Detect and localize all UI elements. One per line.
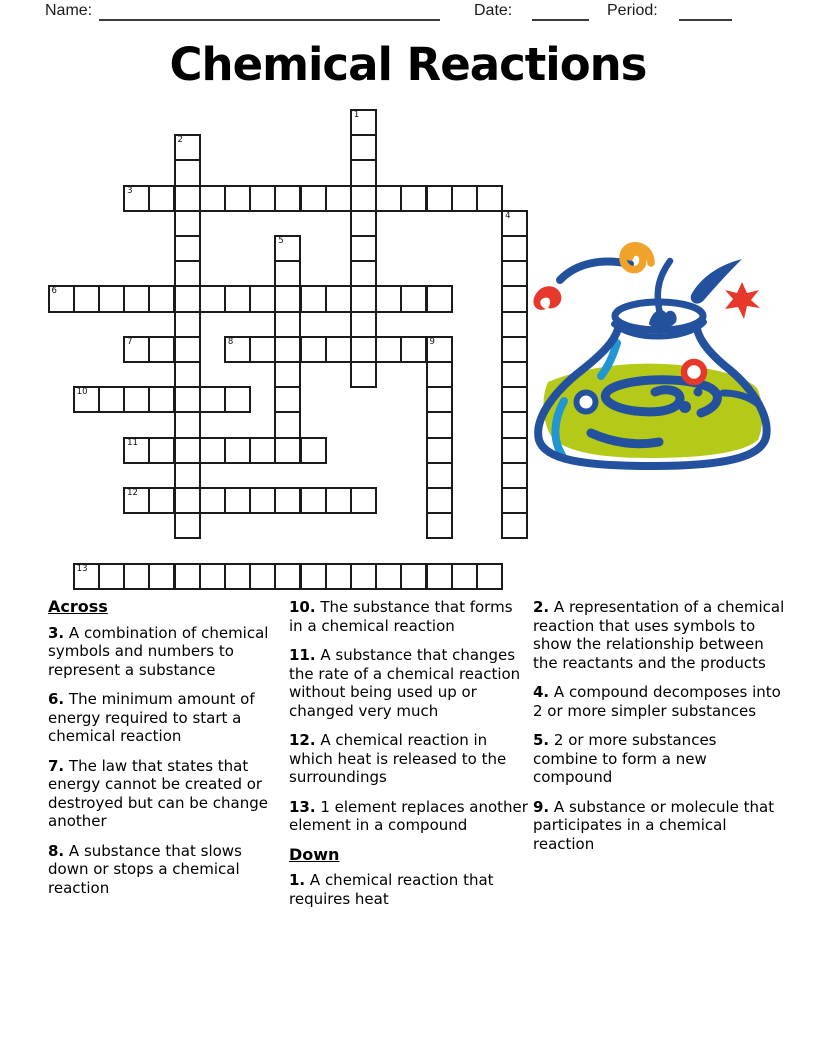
crossword-cell[interactable] [350,487,377,514]
crossword-cell[interactable] [123,386,150,413]
crossword-cell[interactable] [174,185,201,212]
liquid-dot [679,401,691,413]
clue-across-13: 13. 1 element replaces another element in a compound [289,797,528,834]
crossword-cell[interactable] [249,336,276,363]
crossword-cell[interactable] [98,386,125,413]
crossword-cell[interactable] [426,361,453,388]
crossword-cell[interactable] [501,512,528,539]
clue-down-2: 2. A representation of a chemical reaction that uses symbols to show the relationship between the reactants and the products [533,598,785,672]
crossword-cell[interactable] [375,285,402,312]
clue-down-5: 5. 2 or more substances combine to form a new compound [533,731,717,786]
clue-down-4: 4. A compound decomposes into 2 or more simpler substances [533,683,781,720]
crossword-cell[interactable] [174,159,201,186]
crossword-cell[interactable] [350,285,377,312]
clue-number: 6. [48,690,65,708]
crossword-cell[interactable] [174,487,201,514]
liquid-dot [694,388,703,397]
crossword-cell[interactable] [426,411,453,438]
crossword-cell[interactable] [426,437,453,464]
crossword-cell[interactable] [350,260,377,287]
crossword-cell[interactable] [350,563,377,590]
crossword-cell[interactable] [476,563,503,590]
red-squiggle [533,286,561,310]
crossword-cell[interactable] [375,563,402,590]
clue-number: 8. [48,841,65,860]
date-label: Date: [474,2,513,19]
crossword-cell[interactable] [174,336,201,363]
crossword-cell[interactable] [174,512,201,539]
crossword-cell[interactable] [300,185,327,212]
crossword-cell[interactable] [199,487,226,514]
crossword-cell[interactable] [400,285,427,312]
cell-number: 13 [76,563,88,574]
crossword-cell[interactable] [501,487,528,514]
clue-column-2 [289,598,529,919]
crossword-cell[interactable] [224,487,251,514]
crossword-cell[interactable] [350,235,377,262]
name-blank-line[interactable] [99,4,440,21]
clue-down-9: 9. A substance or molecule that participates in a chemical reaction [533,797,775,853]
crossword-cell[interactable] [375,336,402,363]
crossword-cell[interactable] [325,487,352,514]
crossword-cell[interactable] [325,185,352,212]
clue-across-6: 6. The minimum amount of energy required to start a chemical reaction [48,690,255,745]
red-star [725,282,760,319]
crossword-cell[interactable] [199,185,226,212]
crossword-cell[interactable] [48,285,75,312]
crossword-cell[interactable] [199,437,226,464]
crossword-cell[interactable] [224,386,251,413]
crossword-cell[interactable] [148,437,175,464]
bubble-red-ring [684,362,704,382]
crossword-cell[interactable] [274,487,301,514]
crossword-cell[interactable] [426,462,453,489]
crossword-cell[interactable] [375,185,402,212]
crossword-cell[interactable] [400,185,427,212]
across-clues-header: Across [48,597,108,616]
crossword-cell[interactable] [274,336,301,363]
crossword-cell[interactable] [249,285,276,312]
crossword-cell[interactable] [350,159,377,186]
spark-left [560,262,630,280]
crossword-cell[interactable] [274,437,301,464]
crossword-cell[interactable] [300,336,327,363]
crossword-cell[interactable] [300,437,327,464]
crossword-cell[interactable] [300,563,327,590]
cell-number: 12 [127,488,138,498]
flask-illustration [518,230,790,482]
crossword-cell[interactable] [123,336,150,363]
clue-number: 4. [533,683,550,701]
bubble-navy-ring [577,393,596,412]
crossword-cell[interactable] [174,361,201,388]
crossword-cell[interactable] [174,285,201,312]
crossword-cell[interactable] [274,311,301,338]
crossword-cell[interactable] [148,336,175,363]
crossword-cell[interactable] [148,386,175,413]
clue-number: 5. [533,731,550,749]
crossword-cell[interactable] [325,563,352,590]
period-blank-line[interactable] [679,4,732,21]
crossword-cell[interactable] [426,386,453,413]
cell-number: 5 [278,236,284,246]
crossword-cell[interactable] [350,336,377,363]
crossword-cell[interactable] [148,285,175,312]
crossword-cell[interactable] [73,386,100,413]
clue-number: 2. [533,598,550,616]
crossword-cell[interactable] [199,285,226,312]
clue-number: 10. [289,598,316,616]
cell-number: 7 [127,336,133,347]
cell-number: 2 [177,135,183,146]
crossword-cell[interactable] [123,437,150,464]
crossword-cell[interactable] [98,563,125,590]
cell-number: 6 [51,286,57,297]
clue-across-3: 3. A combination of chemical symbols and numbers to represent a substance [48,623,269,679]
page-title: Chemical Reactions [169,38,647,91]
crossword-cell[interactable] [274,235,301,262]
date-blank-line[interactable] [532,4,589,21]
crossword-cell[interactable] [174,462,201,489]
crossword-cell[interactable] [451,185,478,212]
clue-down-1: 1. A chemical reaction that requires heat [289,871,494,908]
crossword-cell[interactable] [350,185,377,212]
clue-across-12: 12. A chemical reaction in which heat is released to the surroundings [289,731,507,786]
crossword-cell[interactable] [73,563,100,590]
down-clues-header: Down [289,844,340,864]
crossword-cell[interactable] [350,311,377,338]
clue-number: 9. [533,797,550,816]
crossword-cell[interactable] [148,563,175,590]
crossword-cell[interactable] [350,210,377,237]
crossword-cell[interactable] [249,437,276,464]
crossword-cell[interactable] [274,411,301,438]
crossword-cell[interactable] [274,563,301,590]
crossword-cell[interactable] [426,563,453,590]
cell-number: 11 [127,437,138,448]
crossword-cell[interactable] [224,285,251,312]
crossword-cell[interactable] [274,185,301,212]
clue-column-1 [48,598,282,908]
clue-number: 13. [289,797,316,816]
crossword-cell[interactable] [325,336,352,363]
crossword-cell[interactable] [98,285,125,312]
clue-number: 11. [289,646,316,664]
crossword-cell[interactable] [148,185,175,212]
crossword-cell[interactable] [199,386,226,413]
crossword-cell[interactable] [148,487,175,514]
crossword-cell[interactable] [325,285,352,312]
cell-number: 1 [353,110,360,120]
crossword-cell[interactable] [174,260,201,287]
crossword-cell[interactable] [249,185,276,212]
crossword-cell[interactable] [249,487,276,514]
crossword-cell[interactable] [224,563,251,590]
crossword-cell[interactable] [174,311,201,338]
crossword-cell[interactable] [426,336,453,363]
crossword-cell[interactable] [123,563,150,590]
crossword-cell[interactable] [174,134,201,161]
crossword-cell[interactable] [123,285,150,312]
crossword-cell[interactable] [274,361,301,388]
crossword-cell[interactable] [123,487,150,514]
crossword-cell[interactable] [350,361,377,388]
clue-across-11: 11. A substance that changes the rate of a chemical reaction without being used up or changed very much [289,646,521,720]
crossword-cell[interactable] [174,386,201,413]
crossword-cell[interactable] [426,512,453,539]
crossword-cell[interactable] [350,109,377,136]
crossword-cell[interactable] [400,336,427,363]
crossword-cell[interactable] [274,386,301,413]
crossword-cell[interactable] [451,563,478,590]
crossword-cell[interactable] [350,134,377,161]
clue-number: 7. [48,756,65,775]
crossword-cell[interactable] [174,235,201,262]
clue-across-7: 7. The law that states that energy cannot be created or destroyed but can be change another [48,756,268,830]
clue-number: 12. [289,731,316,749]
crossword-cell[interactable] [174,210,201,237]
orange-spiral [623,246,651,270]
clue-across-8: 8. A substance that slows down or stops a chemical reaction [48,841,242,897]
cell-number: 4 [505,210,511,221]
crossword-cell[interactable] [174,563,201,590]
clue-number: 1. [289,871,306,889]
crossword-cell[interactable] [199,563,226,590]
crossword-cell[interactable] [300,487,327,514]
name-label: Name: [45,2,93,19]
crossword-cell[interactable] [73,285,100,312]
cell-number: 9 [429,336,435,347]
crossword-cell[interactable] [224,437,251,464]
crossword-cell[interactable] [174,411,201,438]
crossword-cell[interactable] [426,487,453,514]
crossword-cell[interactable] [300,285,327,312]
crossword-cell[interactable] [476,185,503,212]
crossword-cell[interactable] [274,260,301,287]
crossword-cell[interactable] [224,336,251,363]
crossword-cell[interactable] [400,563,427,590]
cell-number: 8 [227,336,234,347]
crossword-cell[interactable] [274,285,301,312]
period-label: Period: [607,2,658,19]
clue-across-10: 10. The substance that forms in a chemical reaction [289,598,513,635]
crossword-cell[interactable] [123,185,150,212]
crossword-cell[interactable] [249,563,276,590]
crossword-cell[interactable] [426,285,453,312]
cell-number: 3 [127,185,133,196]
clue-column-3 [533,598,785,864]
crossword-cell[interactable] [174,437,201,464]
clue-number: 3. [48,623,65,642]
crossword-cell[interactable] [426,185,453,212]
cell-number: 10 [76,387,88,398]
crossword-cell[interactable] [224,185,251,212]
